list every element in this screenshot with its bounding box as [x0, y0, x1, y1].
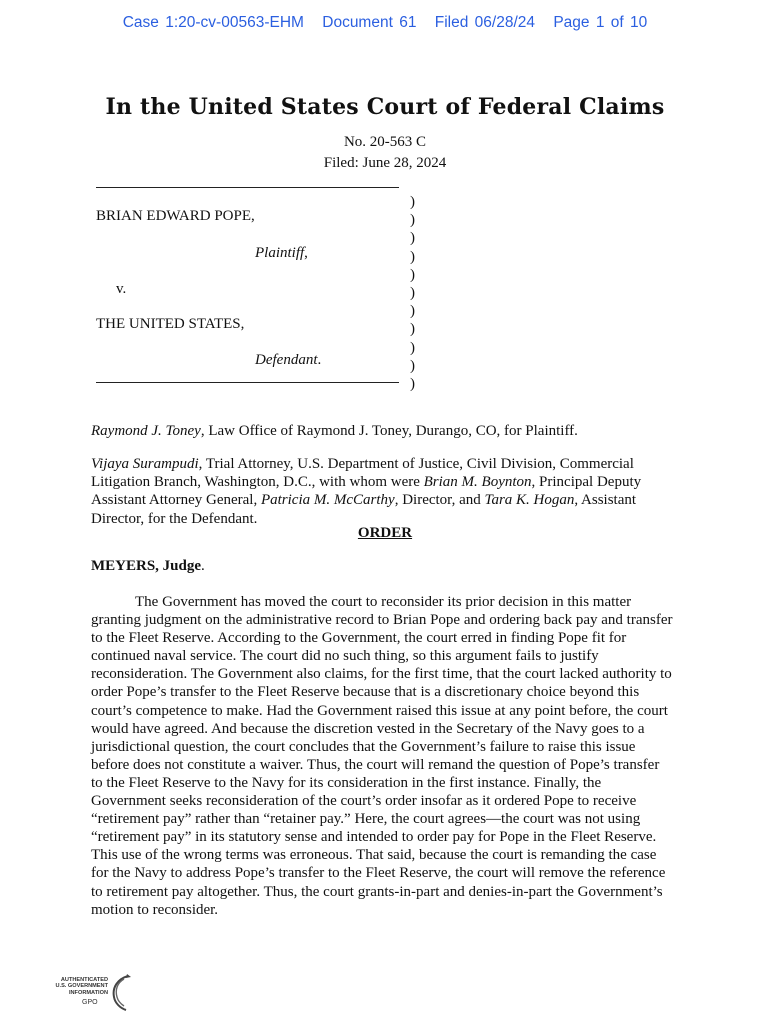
caption-paren: )	[410, 194, 415, 210]
body-line: court’s competence to make. Had the Government raised this issue at any point before, the court	[91, 702, 668, 719]
caption-paren: )	[410, 212, 415, 229]
gpo-label: GPO	[82, 999, 98, 1006]
body-line: would have agreed. And because the discretion vested in the Secretary of the Navy goes to a	[91, 720, 645, 737]
body-line: reconsideration. The Government also claims, for the first time, that the court lacked authority to	[91, 666, 672, 683]
caption-paren: )	[410, 284, 415, 301]
filed-date-stamp: Filed 06/28/24	[434, 14, 536, 31]
judge-line: MEYERS, Judge.	[91, 558, 205, 574]
counsel-line: Assistant Attorney General, Patricia M. McCarthy, Director, and Tara K. Hogan, Assistant	[91, 492, 637, 509]
body-line: “retirement pay” rather than “retainer pay.” Here, the court agrees—the court was not using	[91, 811, 641, 828]
order-heading: ORDER	[357, 525, 413, 541]
gpo-logo-text: AUTHENTICATED U.S. GOVERNMENT INFORMATION	[55, 977, 108, 996]
plaintiff-attorney-name: Raymond J. Toney	[91, 423, 201, 439]
defendant-counsel	[91, 455, 676, 528]
plaintiff-role: Plaintiff,	[255, 245, 308, 261]
caption-parentheses	[410, 193, 415, 393]
caption-paren: )	[410, 248, 415, 265]
body-line: to retirement pay altogether. Thus, the court grants-in-part and denies-in-part the Government’s	[91, 883, 663, 900]
body-line: The Government has moved the court to reconsider its prior decision in this matter	[135, 594, 632, 610]
order-body	[91, 593, 675, 919]
caption-paren: )	[410, 321, 415, 338]
gpo-eagle-icon	[104, 973, 132, 1013]
plaintiff-name: BRIAN EDWARD POPE,	[96, 208, 255, 224]
body-line: before does not constitute a waiver. Thus, the court will remand the question of Pope’s transfer	[91, 756, 660, 773]
caption-paren: )	[410, 303, 415, 320]
gpo-authentication-logo	[42, 973, 132, 1017]
body-line: granting judgment on the administrative record to Brian Pope and ordering back pay and transfer	[91, 612, 673, 629]
caption-paren: )	[410, 230, 415, 247]
court-title: In the United States Court of Federal Claims	[105, 94, 665, 120]
filed-date: Filed: June 28, 2024	[323, 155, 447, 171]
body-line: order Pope’s transfer to the Fleet Reserve because that is a discretionary choice beyond this	[91, 684, 640, 701]
case-number-stamp: Case 1:20-cv-00563-EHM	[122, 14, 304, 31]
body-line: jurisdictional question, the court concludes that the Government’s failure to raise this issue	[91, 738, 636, 755]
body-line: Government seeks reconsideration of the court’s order insofar as it ordered Pope to receive	[91, 793, 637, 810]
body-line: to the Fleet Reserve. According to the Government, the court erred in finding Pope fit for	[91, 630, 627, 647]
caption-bottom-rule	[96, 382, 399, 383]
caption-paren: )	[410, 339, 415, 356]
body-line: for the Navy to address Pope’s transfer to the Fleet Reserve, the court will remove the reference	[91, 865, 666, 882]
case-stamp	[0, 14, 770, 32]
defendant-name: THE UNITED STATES,	[96, 316, 245, 332]
caption-paren: )	[410, 375, 415, 392]
defendant-role: Defendant.	[255, 352, 322, 368]
plaintiff-counsel: Raymond J. Toney, Law Office of Raymond J. Toney, Durango, CO, for Plaintiff.	[91, 423, 578, 439]
body-line: to the Fleet Reserve to the Navy for its consideration in the first instance. Finally, the	[91, 774, 602, 791]
body-line: motion to reconsider.	[91, 901, 219, 918]
counsel-line: Vijaya Surampudi, Trial Attorney, U.S. Department of Justice, Civil Division, Commercial	[91, 456, 634, 472]
body-line: continued naval service. The court did no such thing, so this argument fails to justify	[91, 648, 599, 665]
caption-paren: )	[410, 357, 415, 374]
page-number-stamp: Page 1 of 10	[553, 14, 648, 31]
body-line: This use of the wrong terms was erroneous. That said, because the court is remanding the case	[91, 847, 657, 864]
body-line: “retirement pay” in its statutory sense and intended to order pay for Pope in the Fleet Reserve.	[91, 829, 657, 846]
document-number-stamp: Document 61	[322, 14, 417, 31]
caption-top-rule	[96, 187, 399, 188]
counsel-line: Litigation Branch, Washington, D.C., with whom were Brian M. Boynton, Principal Deputy	[91, 474, 642, 491]
versus: v.	[116, 281, 127, 297]
caption-paren: )	[410, 266, 415, 283]
counsel-line: Director, for the Defendant.	[91, 510, 258, 527]
case-number: No. 20-563 C	[343, 134, 427, 150]
